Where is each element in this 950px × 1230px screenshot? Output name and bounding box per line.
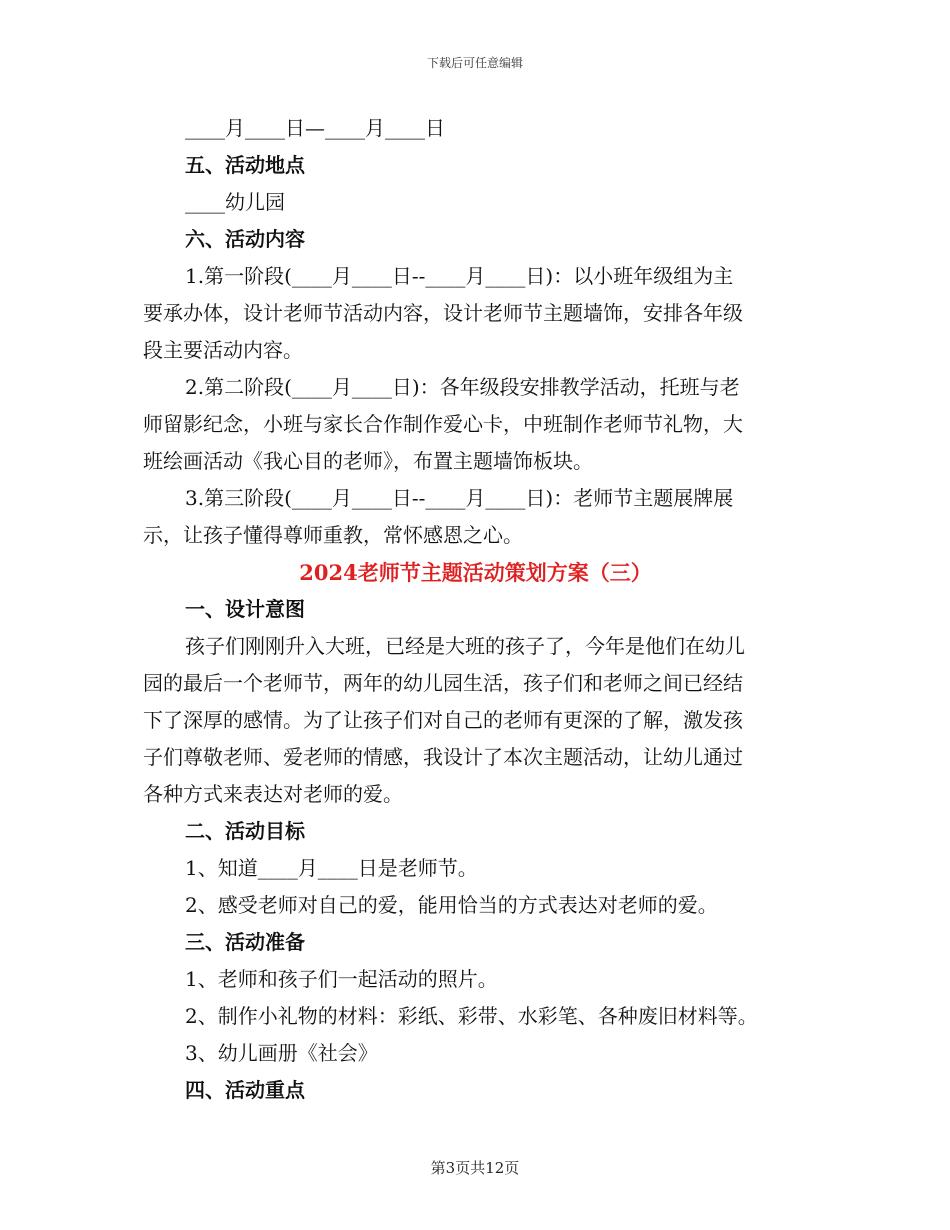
section-heading: 三、活动准备 <box>185 930 305 954</box>
paragraph-line: 下了深厚的感情。为了让孩子们对自己的老师有更深的了解，激发孩 <box>143 708 743 732</box>
paragraph-line: 1、知道____月____日是老师节。 <box>185 856 478 880</box>
paragraph-line: 3、幼儿画册《社会》 <box>185 1041 378 1065</box>
paragraph-line: 2、制作小礼物的材料：彩纸、彩带、水彩笔、各种废旧材料等。 <box>185 1004 758 1028</box>
paragraph-line: 3.第三阶段(____月____日--____月____日)：老师节主题展牌展 <box>185 486 734 510</box>
page-footer-label: 第3页共12页 <box>430 1159 520 1177</box>
paragraph-line: 子们尊敬老师、爱老师的情感，我设计了本次主题活动，让幼儿通过 <box>143 745 743 769</box>
paragraph-line: ____月____日—____月____日 <box>185 116 445 140</box>
document-title: 2024老师节主题活动策划方案（三） <box>299 560 652 585</box>
section-heading: 四、活动重点 <box>185 1078 305 1102</box>
paragraph-line: 孩子们刚刚升入大班，已经是大班的孩子了，今年是他们在幼儿 <box>185 634 745 658</box>
paragraph-line: 师留影纪念，小班与家长合作制作爱心卡，中班制作老师节礼物，大 <box>143 412 743 436</box>
section-heading: 六、活动内容 <box>185 227 305 251</box>
section-heading: 五、活动地点 <box>185 153 305 177</box>
paragraph-line: 班绘画活动《我心目的老师》，布置主题墙饰板块。 <box>143 449 593 473</box>
paragraph-line: ____幼儿园 <box>185 190 285 214</box>
document-body <box>143 110 808 1109</box>
paragraph-line: 园的最后一个老师节，两年的幼儿园生活，孩子们和老师之间已经结 <box>143 671 743 695</box>
paragraph-line: 2、感受老师对自己的爱，能用恰当的方式表达对老师的爱。 <box>185 893 718 917</box>
paragraph-line: 示，让孩子懂得尊师重教，常怀感恩之心。 <box>143 523 523 547</box>
page-header-note: 下载后可任意编辑 <box>426 56 523 70</box>
section-heading: 一、设计意图 <box>185 597 305 621</box>
paragraph-line: 2.第二阶段(____月____日)：各年级段安排教学活动，托班与老 <box>185 375 740 399</box>
paragraph-line: 各种方式来表达对老师的爱。 <box>143 782 403 806</box>
section-heading: 二、活动目标 <box>185 819 305 843</box>
paragraph-line: 1、老师和孩子们一起活动的照片。 <box>185 967 498 991</box>
paragraph-line: 1.第一阶段(____月____日--____月____日)：以小班年级组为主 <box>185 264 734 288</box>
paragraph-line: 段主要活动内容。 <box>143 338 303 362</box>
paragraph-line: 要承办体，设计老师节活动内容，设计老师节主题墙饰，安排各年级 <box>143 301 743 325</box>
